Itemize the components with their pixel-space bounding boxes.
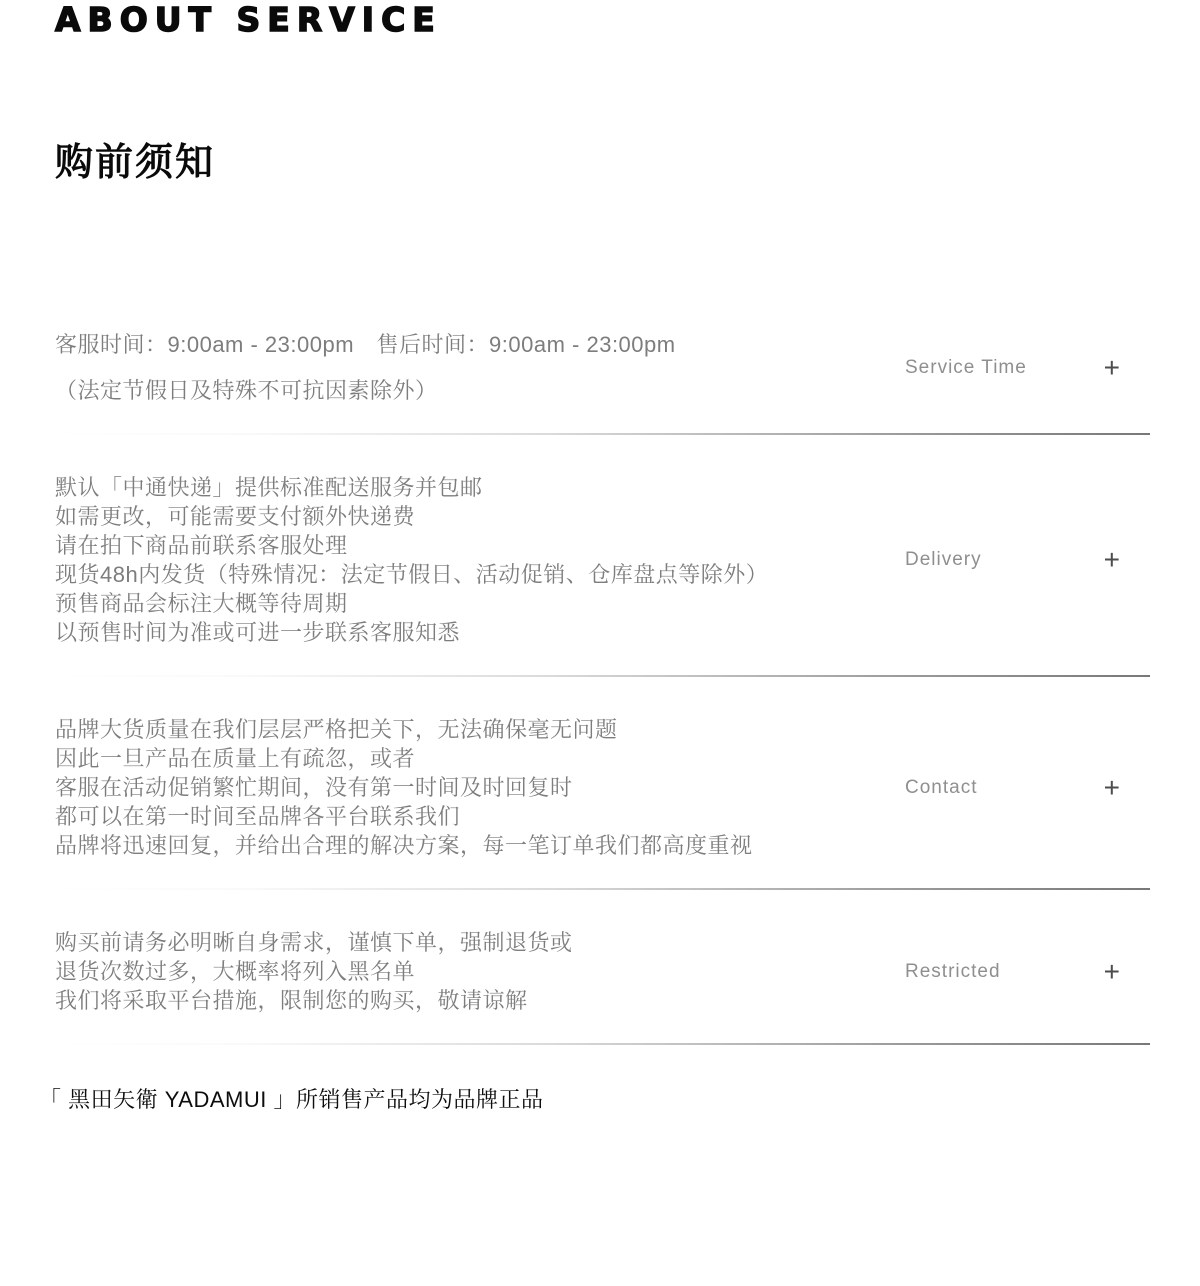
section-contact <box>55 715 1150 860</box>
section-text-line: 预售商品会标注大概等待周期 <box>55 591 348 616</box>
service-sections <box>55 330 1150 1045</box>
section-toggle-delivery[interactable] <box>905 546 1150 574</box>
section-text-line: 都可以在第一时间至品牌各平台联系我们 <box>55 804 461 829</box>
section-text <box>55 473 905 647</box>
section-text-line: 我们将采取平台措施，限制您的购买，敬请谅解 <box>55 988 528 1013</box>
plus-icon[interactable]: + <box>1103 544 1120 575</box>
section-delivery <box>55 473 1150 647</box>
section-divider <box>55 433 1150 435</box>
section-text-line: 请在拍下商品前联系客服处理 <box>55 533 348 558</box>
section-divider <box>55 1043 1150 1045</box>
plus-icon[interactable]: + <box>1103 771 1120 803</box>
section-text-line: 以预售时间为准或可进一步联系客服知悉 <box>55 620 461 645</box>
brand-title: ABOUT SERVICE <box>55 0 442 39</box>
section-text <box>55 928 905 1015</box>
section-text <box>55 715 905 860</box>
section-label: Restricted <box>905 960 1001 982</box>
section-label: Delivery <box>905 549 982 570</box>
section-service-time <box>55 330 1150 405</box>
section-text-line: 退货次数过多，大概率将列入黑名单 <box>55 959 416 984</box>
section-text-line: 品牌大货质量在我们层层严格把关下，无法确保毫无问题 <box>55 717 618 742</box>
section-toggle-service-time[interactable] <box>905 351 1150 383</box>
section-toggle-restricted[interactable] <box>905 955 1150 987</box>
section-text <box>55 330 905 405</box>
section-text-line: （法定节假日及特殊不可抗因素除外） <box>55 378 438 403</box>
section-divider <box>55 888 1150 890</box>
section-restricted <box>55 928 1150 1015</box>
page-header <box>55 2 1150 38</box>
plus-icon[interactable]: + <box>1103 351 1120 383</box>
section-text-line: 默认「中通快递」提供标准配送服务并包邮 <box>55 475 483 500</box>
authenticity-note: 「 黑田矢衛 YADAMUI 」所销售产品均为品牌正品 <box>39 1087 544 1112</box>
section-divider <box>55 675 1150 677</box>
section-text-line: 现货48h内发货（特殊情况：法定节假日、活动促销、仓库盘点等除外） <box>55 562 769 587</box>
section-text-line: 购买前请务必明晰自身需求，谨慎下单，强制退货或 <box>55 930 573 955</box>
section-text-line: 品牌将迅速回复，并给出合理的解决方案，每一笔订单我们都高度重视 <box>55 833 753 858</box>
section-toggle-contact[interactable] <box>905 771 1150 803</box>
section-text-line: 因此一旦产品在质量上有疏忽，或者 <box>55 746 416 771</box>
plus-icon[interactable]: + <box>1103 955 1120 987</box>
section-label: Service Time <box>905 356 1027 378</box>
section-text-line: 客服时间：9:00am - 23:00pm 售后时间：9:00am - 23:00pm <box>55 332 676 357</box>
section-text-line: 如需更改，可能需要支付额外快递费 <box>55 504 416 529</box>
section-text-line: 客服在活动促销繁忙期间，没有第一时间及时回复时 <box>55 775 573 800</box>
section-label: Contact <box>905 776 978 798</box>
page-heading: 购前须知 <box>55 142 216 184</box>
